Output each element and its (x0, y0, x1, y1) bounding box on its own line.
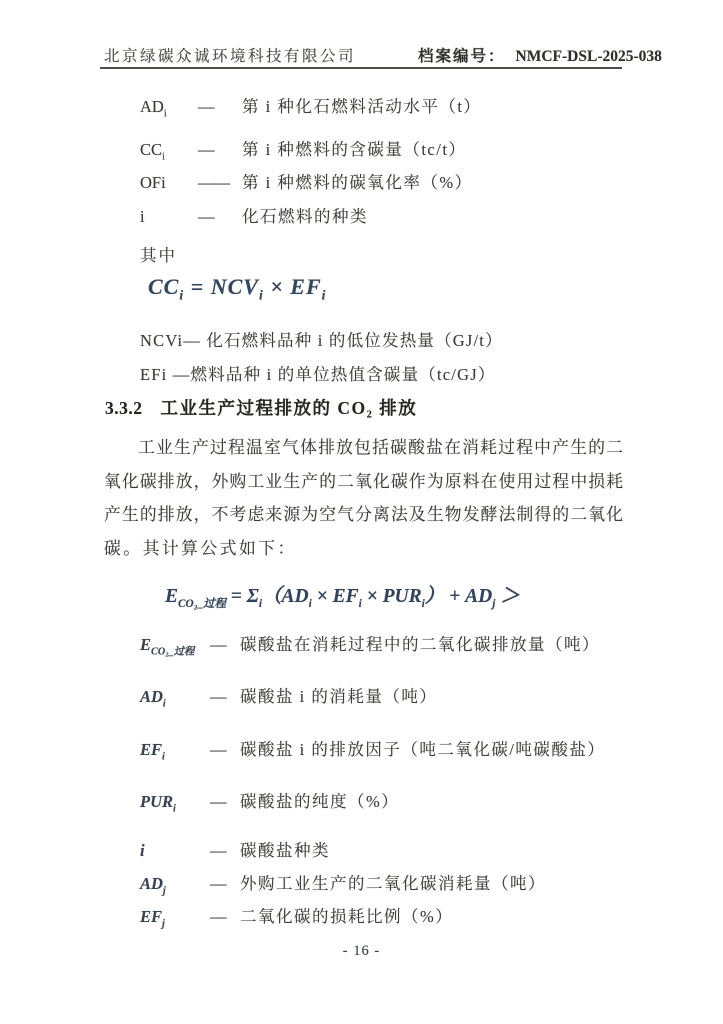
definition-row (140, 736, 606, 763)
description: 碳酸盐种类 (240, 841, 330, 860)
body-paragraph (104, 431, 623, 565)
among-which-label: 其中 (140, 246, 177, 265)
section-number: 3.3.2 (105, 398, 143, 418)
definition-row (140, 683, 438, 710)
symbol: i (140, 207, 145, 226)
description: 二氧化碳的损耗比例（%） (240, 907, 454, 926)
definition-row (140, 136, 467, 163)
description: 碳酸盐 i 的排放因子（吨二氧化碳/吨碳酸盐） (240, 740, 606, 759)
symbol: $EF_i$ (140, 740, 165, 763)
paragraph-line: 碳。其计算公式如下： (104, 538, 297, 558)
description: 第 i 种燃料的碳氧化率（%） (242, 173, 473, 192)
dash: — (210, 740, 227, 759)
header-file-number (418, 44, 662, 66)
page-number: - 16 - (342, 943, 381, 959)
description: 化石燃料的种类 (242, 207, 368, 226)
dash: — (210, 841, 227, 860)
dash: — (210, 907, 227, 926)
symbol: i (140, 841, 145, 860)
section-heading (105, 395, 417, 420)
dash: — (210, 874, 227, 893)
dash: —— (198, 173, 229, 192)
dash: — (198, 207, 214, 226)
file-number-value: NMCF-DSL-2025-038 (515, 48, 662, 65)
paragraph-line: 产生的排放，不考虑来源为空气分离法及生物发酵法制得的二氧化 (104, 505, 623, 525)
definition-row (140, 169, 473, 193)
description: 碳酸盐的纯度（%） (240, 792, 400, 811)
dash: — (210, 635, 227, 654)
file-number-label: 档案编号： (418, 48, 506, 65)
symbol: $AD_i$ (140, 97, 167, 120)
symbol: $E_{CO_2\_过程}$ (140, 635, 195, 658)
section-title: 工业生产过程排放的 CO₂ 排放 (160, 398, 418, 418)
symbol: $EF_j$ (140, 907, 165, 930)
paragraph-line: 氧化碳排放，外购工业生产的二氧化碳作为原料在使用过程中损耗 (104, 471, 623, 491)
formula-e-co2-process: $E_{CO_2\_过程} = \Sigma_i(AD_i \times EF_i \times PUR_i) + AD_j$ ＞ (165, 586, 520, 610)
symbol: $AD_j$ (140, 874, 166, 897)
ncv-definition-line: NCVi— 化石燃料品种 i 的低位发热量（GJ/t） (140, 331, 503, 350)
definition-row (140, 631, 600, 658)
definition-row (140, 870, 546, 897)
paragraph-line: 工业生产过程温室气体排放包括碳酸盐在消耗过程中产生的二 (138, 438, 623, 457)
definition-row (140, 93, 482, 120)
symbol: OFi (140, 173, 166, 192)
header-rule (100, 67, 622, 69)
symbol: $PUR_i$ (140, 792, 176, 815)
dash: — (210, 792, 227, 811)
definition-row (140, 788, 400, 815)
symbol: $CC_i$ (140, 140, 165, 163)
definition-row (140, 903, 454, 930)
formula-cc: $CC_i = NCV_i \times EF_i$ (148, 274, 327, 303)
description: 碳酸盐在消耗过程中的二氧化碳排放量（吨） (240, 635, 600, 654)
definition-row (140, 203, 368, 227)
dash: — (198, 140, 214, 159)
dash: — (210, 687, 227, 706)
header-company-name: 北京绿碳众诚环境科技有限公司 (104, 48, 357, 65)
description: 碳酸盐 i 的消耗量（吨） (240, 687, 438, 706)
description: 第 i 种燃料的含碳量（tc/t） (242, 140, 467, 159)
dash: — (198, 97, 214, 116)
description: 外购工业生产的二氧化碳消耗量（吨） (240, 874, 546, 893)
definition-row (140, 837, 330, 861)
description: 第 i 种化石燃料活动水平（t） (242, 97, 482, 116)
symbol: $AD_i$ (140, 687, 166, 710)
ef-definition-line: EFi —燃料品种 i 的单位热值含碳量（tc/GJ） (140, 365, 496, 384)
